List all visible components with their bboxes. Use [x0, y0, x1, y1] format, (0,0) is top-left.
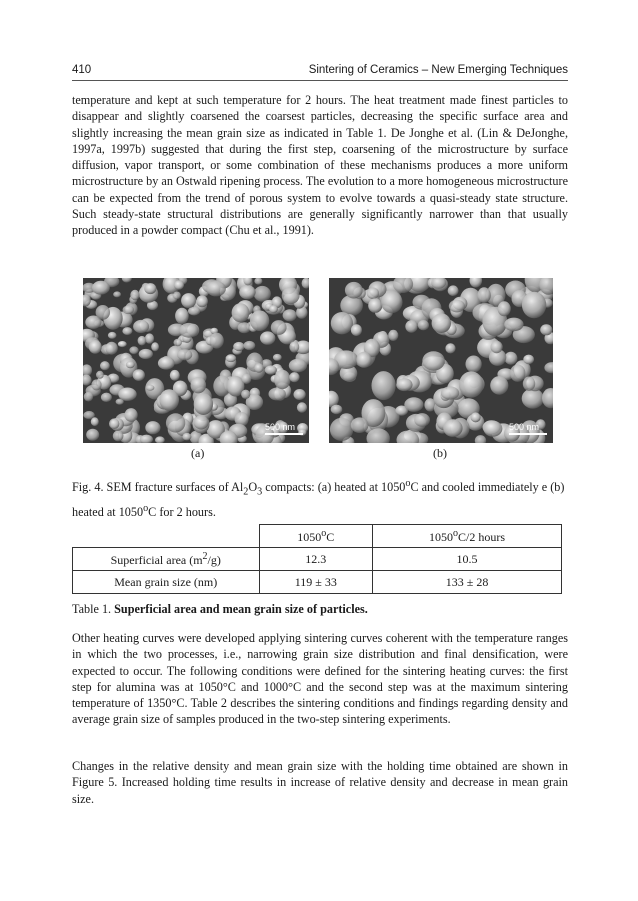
row-label-mean-grain-size: Mean grain size (nm): [73, 571, 260, 594]
body-paragraph-3: Changes in the relative density and mean grain size with the holding time obtained are shown in Figure 5. Increased holding time results in increase of relative density and decrease in mean grain size.: [72, 759, 568, 806]
sem-grain: [226, 354, 237, 362]
sem-grain: [105, 342, 117, 355]
sem-grain: [490, 376, 508, 395]
sem-grain: [126, 361, 135, 368]
sem-grain: [144, 283, 156, 294]
scale-bar-label: 500 nm: [265, 422, 296, 432]
sem-grain: [109, 418, 119, 429]
column-header-1050c: 1050$^o$C: [259, 525, 373, 548]
sem-grain: [92, 281, 110, 295]
table-header-row: [73, 525, 562, 548]
sem-grain: [522, 292, 546, 318]
sem-grain: [241, 374, 251, 384]
sem-image-a: [83, 278, 309, 443]
sem-grain: [269, 305, 278, 313]
sem-grain: [173, 292, 181, 300]
sem-grain: [123, 306, 134, 315]
sem-grain: [443, 419, 462, 437]
sem-grain: [459, 371, 483, 397]
sem-grain: [174, 280, 184, 289]
sem-grain: [241, 390, 250, 399]
sem-grain: [210, 333, 224, 349]
sem-grain: [122, 327, 132, 335]
sem-grain: [466, 356, 482, 373]
sem-grain: [91, 417, 99, 426]
sem-grain: [445, 343, 455, 353]
sem-grain: [372, 371, 396, 400]
sem-grain: [294, 389, 306, 400]
sem-grain: [175, 308, 189, 324]
table-cell: 133 ± 28: [373, 571, 562, 594]
sem-grain: [118, 341, 127, 347]
sem-grain: [269, 388, 286, 401]
sem-grain: [405, 320, 417, 333]
sem-grain: [540, 324, 552, 335]
running-title: Sintering of Ceramics – New Emerging Techniques: [308, 64, 568, 76]
sem-grain: [133, 369, 145, 381]
sem-grain: [289, 359, 307, 373]
sem-grain: [297, 402, 307, 412]
sem-grain: [368, 298, 382, 312]
sem-grain: [113, 291, 121, 297]
sem-grain: [146, 385, 154, 391]
sem-grain: [351, 324, 362, 336]
sem-grain: [244, 341, 256, 350]
sem-grain: [158, 357, 175, 370]
sem-grain: [166, 413, 185, 432]
sem-grain: [414, 413, 430, 427]
sem-grain: [125, 408, 138, 422]
sem-grain: [404, 397, 423, 412]
sem-grain: [232, 303, 250, 322]
sem-grain: [129, 346, 138, 354]
sem-grain: [151, 342, 159, 351]
table-caption: Table 1. Superficial area and mean grain size of particles.: [72, 602, 368, 616]
figure-label-b: (b): [433, 446, 447, 460]
sem-grain: [181, 293, 196, 308]
sem-grain: [523, 355, 534, 365]
sem-grain: [504, 318, 523, 332]
table-row: [73, 571, 562, 594]
sem-grain: [449, 300, 465, 313]
sem-grain: [177, 349, 192, 360]
data-table: [72, 524, 562, 594]
column-header-1050c-2h: 1050$^o$C/2 hours: [373, 525, 562, 548]
sem-grain: [250, 310, 269, 331]
sem-grain: [118, 388, 136, 401]
sem-micrograph-a: [83, 278, 309, 443]
sem-grain: [345, 282, 363, 299]
sem-grain: [86, 429, 99, 441]
scale-bar: [509, 433, 547, 435]
sem-grain: [96, 371, 104, 379]
sem-grain: [289, 372, 299, 382]
sem-grain: [483, 421, 502, 437]
sem-grain: [139, 349, 153, 359]
sem-image-b: [329, 278, 553, 443]
sem-grain: [504, 352, 517, 365]
sem-grain: [396, 378, 412, 391]
sem-grain: [145, 333, 154, 343]
sem-grain: [271, 320, 287, 335]
sem-grain: [331, 405, 343, 415]
sem-grain: [265, 365, 277, 374]
sem-grain: [282, 287, 300, 304]
sem-grain: [367, 288, 379, 300]
sem-micrograph-b: [329, 278, 553, 443]
scale-bar: [265, 433, 303, 435]
sem-grain: [254, 363, 263, 372]
sem-grain: [206, 281, 226, 296]
sem-grain: [274, 370, 291, 390]
sem-grain: [113, 431, 124, 442]
sem-grain: [498, 301, 511, 316]
sem-grain: [491, 341, 503, 353]
sem-grain: [289, 341, 299, 352]
sem-grain: [273, 354, 282, 361]
body-paragraph-1: temperature and kept at such temperature for 2 hours. The heat treatment made finest particles to disappear and slightly coarsened the coarsest particles, decreasing the specific surface area and slightly increasing the mean grain size as indicated in Table 1. De Jonghe et al. (Lin & DeJonghe, 1997a, 1997b) suggested that during the first step, coarsening of the microstructure by surface diffusion, vapor transport, or some combination of these mechanisms produces a more uniform microstructure by an Ostwald ripening process. The evolution to a more homogeneous microstructure can be expected from the trend of porous system to evolve towards a quasi-steady state structure. Such steady-state structural distributions are generally significantly narrower than that usually produced in a powder compact (Chu et al., 1991).: [72, 93, 568, 238]
sem-grain: [510, 365, 525, 382]
sem-grain: [194, 415, 209, 429]
sem-grain: [194, 393, 213, 415]
table-row: [73, 548, 562, 571]
sem-grain: [145, 421, 160, 434]
sem-grain: [477, 287, 490, 303]
sem-grain: [381, 291, 402, 313]
sem-grain: [100, 361, 110, 370]
sem-grain: [182, 433, 191, 441]
sem-grain: [351, 417, 369, 433]
sem-grain: [89, 340, 102, 354]
sem-grain: [238, 322, 251, 333]
sem-grain: [174, 339, 182, 346]
sem-grain: [422, 351, 445, 370]
sem-grain: [191, 377, 207, 393]
scale-bar-label: 500 nm: [509, 422, 540, 432]
figure-caption: Fig. 4. SEM fracture surfaces of $Al_2O_3$ compacts: (a) heated at 1050$^o$C and cooled immediately e (b) heated at 1050$^o$C for 2 hours.: [72, 478, 565, 519]
sem-grain: [254, 286, 271, 302]
sem-grain: [330, 418, 353, 441]
page-header: [72, 62, 568, 81]
sem-grain: [260, 331, 275, 344]
sem-grain: [138, 336, 147, 346]
table-cell: 10.5: [373, 548, 562, 571]
sem-grain: [96, 305, 110, 320]
sem-grain: [108, 332, 117, 339]
sem-grain: [130, 290, 139, 300]
sem-grain: [441, 386, 459, 399]
sem-grain: [159, 389, 179, 411]
sem-grain: [179, 323, 198, 338]
sem-grain: [432, 313, 451, 333]
sem-grain: [356, 352, 371, 368]
body-paragraph-2: Other heating curves were developed applying sintering curves coherent with the temperature ranges in which the two processes, i.e., narrowing grain size distribution and final densification, were expected to occur. The following conditions were defined for the sintering heating curves: the first step for alumina was at 1050°C and 1000°C and the second step was at the maximum sintering temperature of 1350°C. Table 2 describes the sintering conditions and findings regarding density and average grain size of samples produced in the two-step sintering experiments.: [72, 631, 568, 727]
sem-grain: [388, 330, 398, 341]
table-cell: 12.3: [259, 548, 373, 571]
page-number: 410: [72, 64, 92, 76]
row-label-superficial-area: Superficial area $(m^2/g)$: [73, 548, 260, 571]
sem-grain: [471, 412, 481, 422]
sem-grain: [239, 285, 255, 299]
sem-grain: [170, 370, 180, 381]
sem-grain: [522, 388, 544, 408]
sem-grain: [101, 393, 112, 402]
sem-grain: [84, 392, 93, 402]
table-cell: 119 ± 33: [259, 571, 373, 594]
sem-grain: [196, 295, 208, 307]
sem-grain: [523, 377, 535, 391]
sem-grain: [133, 320, 149, 333]
sem-grain: [91, 379, 101, 390]
sem-grain: [233, 342, 244, 351]
sem-grain: [283, 309, 297, 321]
sem-grain: [448, 285, 459, 296]
sem-grain: [418, 320, 429, 330]
figure-label-a: (a): [191, 446, 205, 460]
sem-grain: [331, 312, 353, 334]
